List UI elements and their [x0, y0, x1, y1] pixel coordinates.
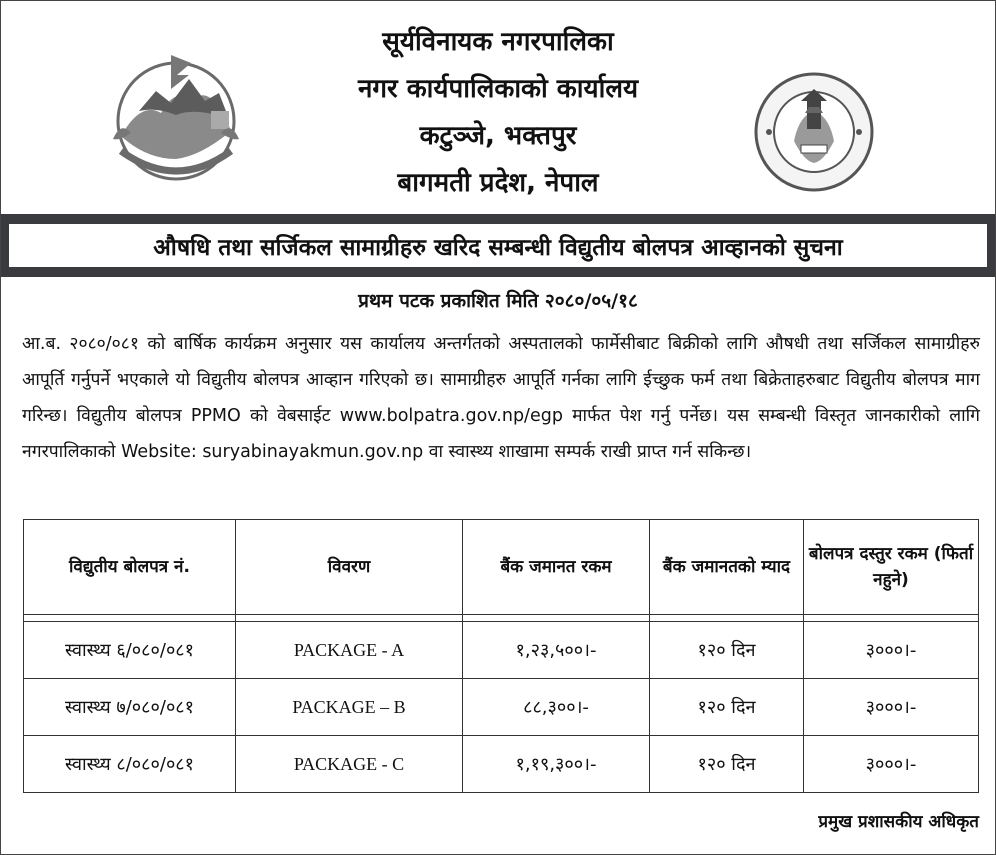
nepal-government-emblem-icon — [101, 41, 251, 189]
tender-fee: ३०००।- — [804, 736, 979, 793]
table-row — [24, 622, 979, 679]
office-location: कटुञ्जे, भक्तपुर — [419, 121, 577, 151]
municipality-name: सूर्यविनायक नगरपालिका — [382, 27, 614, 57]
office-name: नगर कार्यपालिकाको कार्यालय — [357, 74, 639, 104]
table-spacer — [24, 615, 979, 622]
notice-title: औषधि तथा सर्जिकल सामाग्रीहरु खरिद सम्बन्धी विद्युतीय बोलपत्र आव्हानको सुचना — [153, 234, 843, 261]
publication-date: प्रथम पटक प्रकाशित मिति २०८०/०५/१८ — [358, 290, 638, 312]
notice-body: आ.ब. २०८०/०८१ को बार्षिक कार्यक्रम अनुसार यस कार्यालय अन्तर्गतको अस्पतालको फार्मेसीबाट बिक्रीको लागि औषधी तथा सर्जिकल सामाग्रीहरु आपूर्ति गर्नुपर्ने भएकाले यो विद्युतीय बोलपत्र आव्हान गरिएको छ। सामाग्रीहरु आपूर्ति गर्नका लागि ईच्छुक फर्म तथा बिक्रेताहरुबाट विद्युतीय बोलपत्र माग गरिन्छ। विद्युतीय बोलपत्र PPMO को वेबसाईट www.bolpatra.gov.np/egp मार्फत पेश गर्नु पर्नेछ। यस सम्बन्धी विस्तृत जानकारीको लागि नगरपालिकाको Website: suryabinayakmun.gov.np वा स्वास्थ्य शाखामा सम्पर्क राखी प्राप्त गर्न सकिन्छ। — [22, 334, 980, 462]
tender-no: स्वास्थ्य ७/०८०/०८१ — [24, 679, 236, 736]
guarantee-validity: १२० दिन — [650, 622, 804, 679]
package-name: PACKAGE – B — [236, 679, 463, 736]
package-name: PACKAGE - A — [236, 622, 463, 679]
tender-fee: ३०००।- — [804, 622, 979, 679]
signatory-title: प्रमुख प्रशासकीय अधिकृत — [818, 812, 979, 832]
tender-table — [23, 519, 979, 793]
table-row — [24, 679, 979, 736]
province-country: बागमती प्रदेश, नेपाल — [397, 168, 599, 198]
tender-no: स्वास्थ्य ६/०८०/०८१ — [24, 622, 236, 679]
guarantee-validity: १२० दिन — [650, 736, 804, 793]
bank-guarantee: १,२३,५००।- — [463, 622, 650, 679]
tender-fee: ३०००।- — [804, 679, 979, 736]
title-banner — [1, 214, 995, 277]
municipality-seal-icon — [749, 71, 879, 193]
header-bank-guarantee: बैंक जमानत रकम — [463, 520, 650, 615]
office-heading — [241, 19, 755, 207]
tender-no: स्वास्थ्य ८/०८०/०८१ — [24, 736, 236, 793]
header-tender-fee: बोलपत्र दस्तुर रकम (फिर्ता नहुने) — [804, 520, 979, 615]
title-box — [9, 224, 987, 267]
guarantee-validity: १२० दिन — [650, 679, 804, 736]
table-row — [24, 736, 979, 793]
header-tender-no: विद्युतीय बोलपत्र नं. — [24, 520, 236, 615]
header — [1, 1, 995, 211]
bank-guarantee: १,१९,३००।- — [463, 736, 650, 793]
header-guarantee-validity: बैंक जमानतको म्याद — [650, 520, 804, 615]
header-description: विवरण — [236, 520, 463, 615]
table-header-row — [24, 520, 979, 615]
bank-guarantee: ८८,३००।- — [463, 679, 650, 736]
package-name: PACKAGE - C — [236, 736, 463, 793]
